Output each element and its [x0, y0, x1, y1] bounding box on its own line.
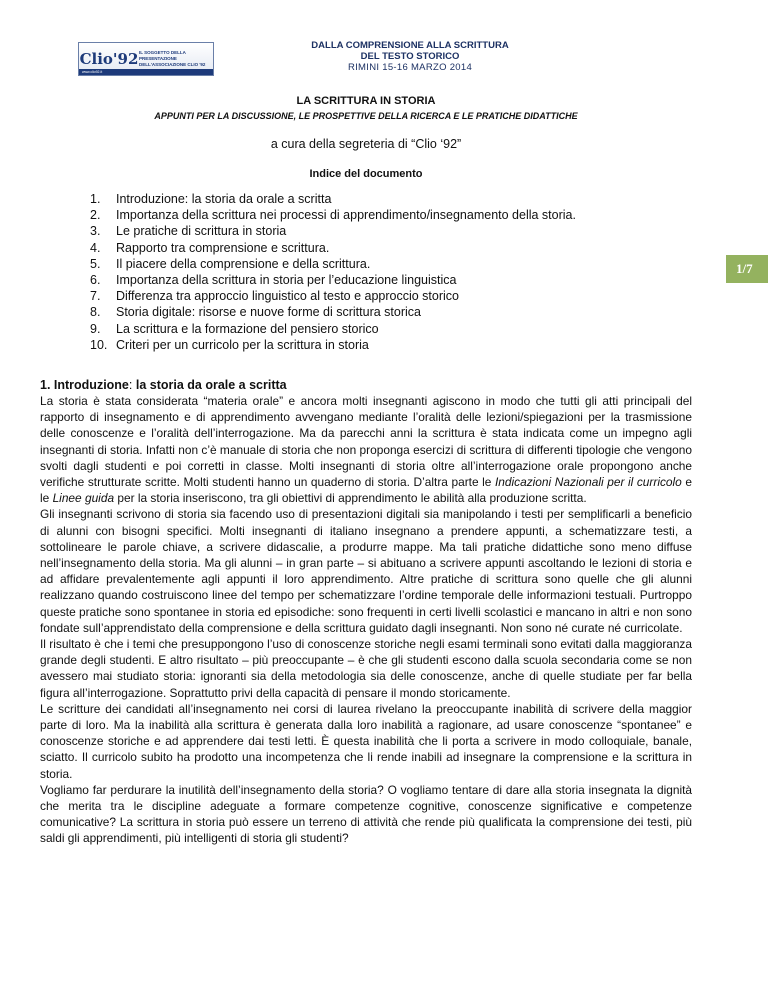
toc-item: 1. Introduzione: la storia da orale a scritta [90, 192, 332, 206]
document-subtitle: APPUNTI PER LA DISCUSSIONE, LE PROSPETTIVE DELLA RICERCA E LE PRATICHE DIDATTICHE [154, 111, 578, 121]
conference-date: RIMINI 15-16 MARZO 2014 [347, 62, 473, 73]
toc-heading: Indice del documento [309, 168, 423, 180]
section-1-heading: 1. Introduzione: la storia da orale a scritta [40, 378, 287, 392]
clio92-logo [78, 42, 214, 76]
paragraph: La storia è stata considerata “materia orale” e ancora molti insegnanti agiscono in modo che tutti gli atti principali del rapporto di insegnamento e di apprendimento avvengano mediante l’oralità delle lezioni/spiegazioni per la trasmissione delle conoscenze e l’oralità dell’interrogazione. Ma da parecchi anni la scrittura è stata indicata come un impegno agli insegnanti di storia. Infatti non c’è manuale di storia che non proponga esercizi di scrittura di differenti tipologie che vengono svolti dagli studenti e poi corretti in classe. Molti insegnanti di storia oltre all’interrogazione orale propongono anche verifiche strutturate scritte. Molti studenti hanno un quaderno di storia. D’altra parte le Indicazioni Nazionali per il curricolo e le Linee guida per la storia inseriscono, tra gli obiettivi di apprendimento le abilità alla produzione scritta. [40, 394, 692, 506]
table-of-contents [90, 191, 576, 353]
conference-title-line1: DALLA COMPRENSIONE ALLA SCRITTURA [311, 40, 509, 51]
logo-wordmark: Clio'92 [79, 50, 139, 68]
logo-bar: www.clio92.it [79, 69, 213, 75]
paragraph: Vogliamo far perdurare la inutilità dell’insegnamento della storia? O vogliamo tentare di dare alla storia insegnata la dignità che merita tra le discipline adeguate a formare competenze cognitive, conoscenze significative e competenze comunicative? La scrittura in storia può essere un terreno di attività che rende più qualificata la comprensione dei testi, più saldi gli apprendimenti, più intelligenti di storia gli studenti? [40, 782, 692, 846]
toc-item: 7. Differenza tra approccio linguistico al testo e approccio storico [90, 289, 459, 304]
document-title: LA SCRITTURA IN STORIA [296, 95, 436, 107]
paragraph: Il risultato è che i temi che presuppongono l’uso di conoscenze storiche negli esami terminali sono evitati dalla maggioranza grande degli studenti. E altro risultato – più preoccupante – è che gli studenti escono dalla scuola secondaria come se non avessero mai studiato storia: ignoranti sia della metodologia sia delle conoscenze, anche di quelle studiate per far bella figura all’interrogazione. Soprattutto privi della capacità di pensare il mondo storicamente. [40, 637, 692, 700]
logo-tagline: IL SOGGETTO DELLA PRESENTAZIONE DELL'ASSOCIAZIONE CLIO '92 [139, 50, 206, 67]
toc-item: 6. Importanza della scrittura in storia per l’educazione linguistica [90, 273, 457, 288]
conference-header [290, 40, 530, 73]
conference-title-line2: DEL TESTO STORICO [360, 51, 460, 62]
toc-item: 2. Importanza della scrittura nei processi di apprendimento/insegnamento della storia. [90, 208, 576, 223]
toc-item: 5. Il piacere della comprensione e della scrittura. [90, 256, 371, 271]
toc-item: 8. Storia digitale: risorse e nuove forme di scrittura storica [90, 305, 421, 320]
paragraph: Gli insegnanti scrivono di storia sia facendo uso di presentazioni digitali sia manipolando i testi per semplificarli a beneficio di alunni con bisogni specifici. Molti insegnanti di italiano insegnano a prendere appunti, a schematizzare testi, a sottolineare le parole chiave, a scrivere didascalie, a produrre mappe. Ma tali pratiche didattiche sono meno diffuse nell’insegnamento della storia. Ma gli alunni – in gran parte – si abituano a scrivere appunti ascoltando le lezioni di storia e ad affidare prevalentemente agli appunti il loro apprendimento. Altre pratiche di scrittura sono quelle che gli alunni realizzano quando costruiscono linee del tempo per schematizzare l’ordine temporale delle informazioni testuali. Purtroppo queste pratiche sono spontanee in storia ed episodiche: sono frequenti in certi livelli scolastici e mancano in altri e non sono fondate sull’apprendistato della comprensione e della scrittura guidato dagli insegnanti. Non sono né curate né curricolate. [40, 507, 692, 635]
toc-item: 9. La scrittura e la formazione del pensiero storico [90, 321, 379, 336]
toc-item: 3. Le pratiche di scrittura in storia [90, 224, 287, 239]
paragraph: Le scritture dei candidati all’insegnamento nei corsi di laurea rivelano la preoccupante inabilità di scrivere della maggior parte di loro. Ma la inabilità alla scrittura è generata dalla loro inabilità a ragionare, ad usare conoscenze “spontanee” e conoscenze storiche e ad apprendere dai testi letti. È questa inabilità che li porta a scrivere in modo colloquiale, banale, sciatto. Il curricolo subito ha prodotto una incompetenza che li rende inabili ad insegnare la comprensione e la scrittura in storia. [40, 701, 692, 781]
section-1-body [40, 393, 692, 847]
page-number-badge: 1/7 [726, 255, 768, 283]
toc-item: 10. Criteri per un curricolo per la scrittura in storia [90, 337, 369, 352]
toc-item: 4. Rapporto tra comprensione e scrittura. [90, 240, 330, 255]
document-editors: a cura della segreteria di “Clio ‘92” [270, 137, 462, 151]
